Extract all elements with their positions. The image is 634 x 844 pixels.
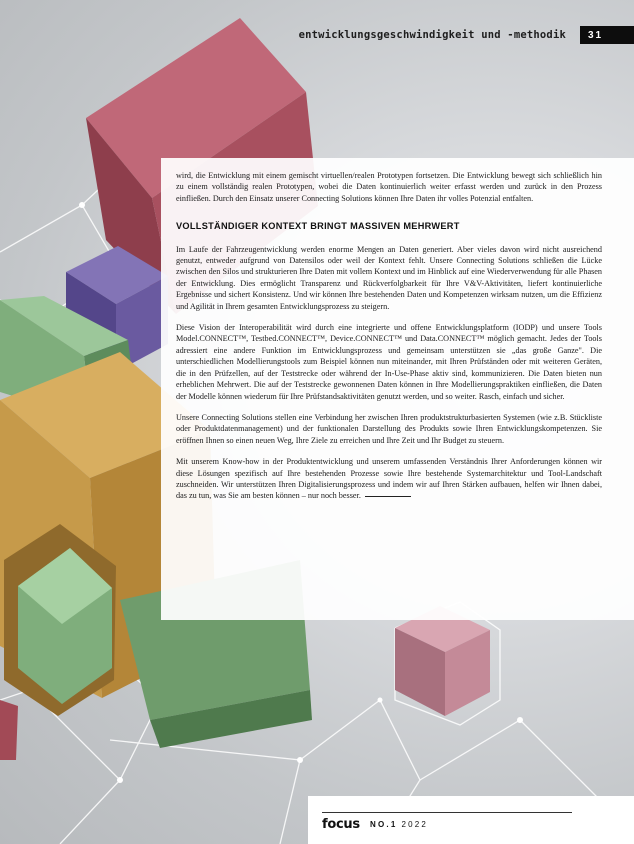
footer-rule (322, 812, 572, 813)
closing-paragraph (176, 456, 602, 502)
body-paragraph: Diese Vision der Interoperabilität wird durch eine integrierte und offene Entwicklungsplatform (IODP) und unsere Tools Model.CONNECT™, Testbed.CONNECT™, Device.CONNECT™ und Data.CONNECT™ möglich gemacht. Jedes der Tools adressiert eine andere Funktion im Entwicklungsprozess und gemeinsam unterstützen sie „das große Ganze". Die unterschiedlichen Modellierungstools zum Beispiel können nun miteinander, mit Ihren Prüfständen oder mit weiteren Geräten, die in den Prüfzellen, auf der Teststrecke oder während der In-Use-Phase aktiv sind, kommunizieren. Die Daten bieten nun erheblichen Mehrwert. Die auf der Teststrecke gewonnenen Daten können in Ihre Modellierungspraktiken einfließen, die Daten der Modelle können wiederum für Ihre Prüfstandsaktivitäten genutzt werden, und so weiter. Rasch, einfach und sicher. (176, 323, 602, 401)
end-mark (365, 496, 411, 497)
body-paragraph: Im Laufe der Fahrzeugentwicklung werden enorme Mengen an Daten generiert. Aber vieles davon wird nicht ausreichend genutzt, entweder aufgrund von Datensilos oder weil der Kontext fehlt. Unsere Connecting Solutions schließen die Lücke zwischen den Silos und strukturieren Ihre Daten mit vollem Kontext und im Hinblick auf eine Wiederverwendung für alle Phasen der Entwicklung. Dies ermöglicht Transparenz und Rückverfolgbarkeit für Ihre V&V-Aktivitäten, liefert kontinuierliche Ergebnisse und sichert Konsistenz. Und wir können Ihre bestehenden Daten und Kompetenzen wirksam nutzen, um die Effizienz und Agilität in Ihrem gesamten Entwicklungsprozess zu steigern. (176, 244, 602, 311)
issue-year: 2022 (401, 820, 429, 829)
section-heading: VOLLSTÄNDIGER KONTEXT BRINGT MASSIVEN MEHRWERT (176, 221, 460, 232)
closing-text: Mit unserem Know-how in der Produktentwicklung und unserem umfassenden Verständnis Ihrer Anforderungen können wir diese Lösungen spezifisch auf Ihre bestehenden Prozesse sowie Ihre bestehende Systemarchitektur und Tool-Landschaft zuschneiden. Wir unterstützen Ihren Digitalisierungsprozess und indem wir auf Ihren Stärken aufbauen, helfen wir Ihnen dabei, das zu tun, was Sie am besten können – nur noch besser. (176, 457, 602, 501)
pink-cube (395, 606, 490, 716)
running-title: entwicklungsgeschwindigkeit und -methodik (298, 29, 566, 41)
issue-label (370, 820, 428, 829)
red-accent-block (0, 700, 18, 760)
magazine-logo: focus (322, 817, 360, 832)
intro-paragraph: wird, die Entwicklung mit einem gemischt virtuellen/realen Prototypen fortsetzen. Die Entwicklung bewegt sich schließlich hin zu einem vollständig realen Prototypen, wobei die Daten kontinuierlich weiter erfasst werden und zurück in den Prozess einfließen. Durch den Einsatz unserer Connecting Solutions können Ihre Daten ihr volles Potenzial entfalten. (176, 171, 602, 203)
issue-number: NO.1 (370, 820, 398, 829)
running-header (299, 26, 634, 44)
article-body (176, 170, 602, 512)
body-paragraph: Unsere Connecting Solutions stellen eine Verbindung her zwischen Ihren produktstrukturbasierten Systemen (wie z.B. Stückliste oder Produktdatenmanagement) und der funktionalen Darstellung des Produkts sowie Ihren Entwicklungskompetenzen. Sie eröffnen Ihnen so einen neuen Weg, Ihre Ziele zu erreichen und Ihre Zeit und Ihr Budget zu steuern. (176, 412, 602, 445)
footer (308, 796, 634, 844)
page-number: 31 (580, 26, 634, 44)
